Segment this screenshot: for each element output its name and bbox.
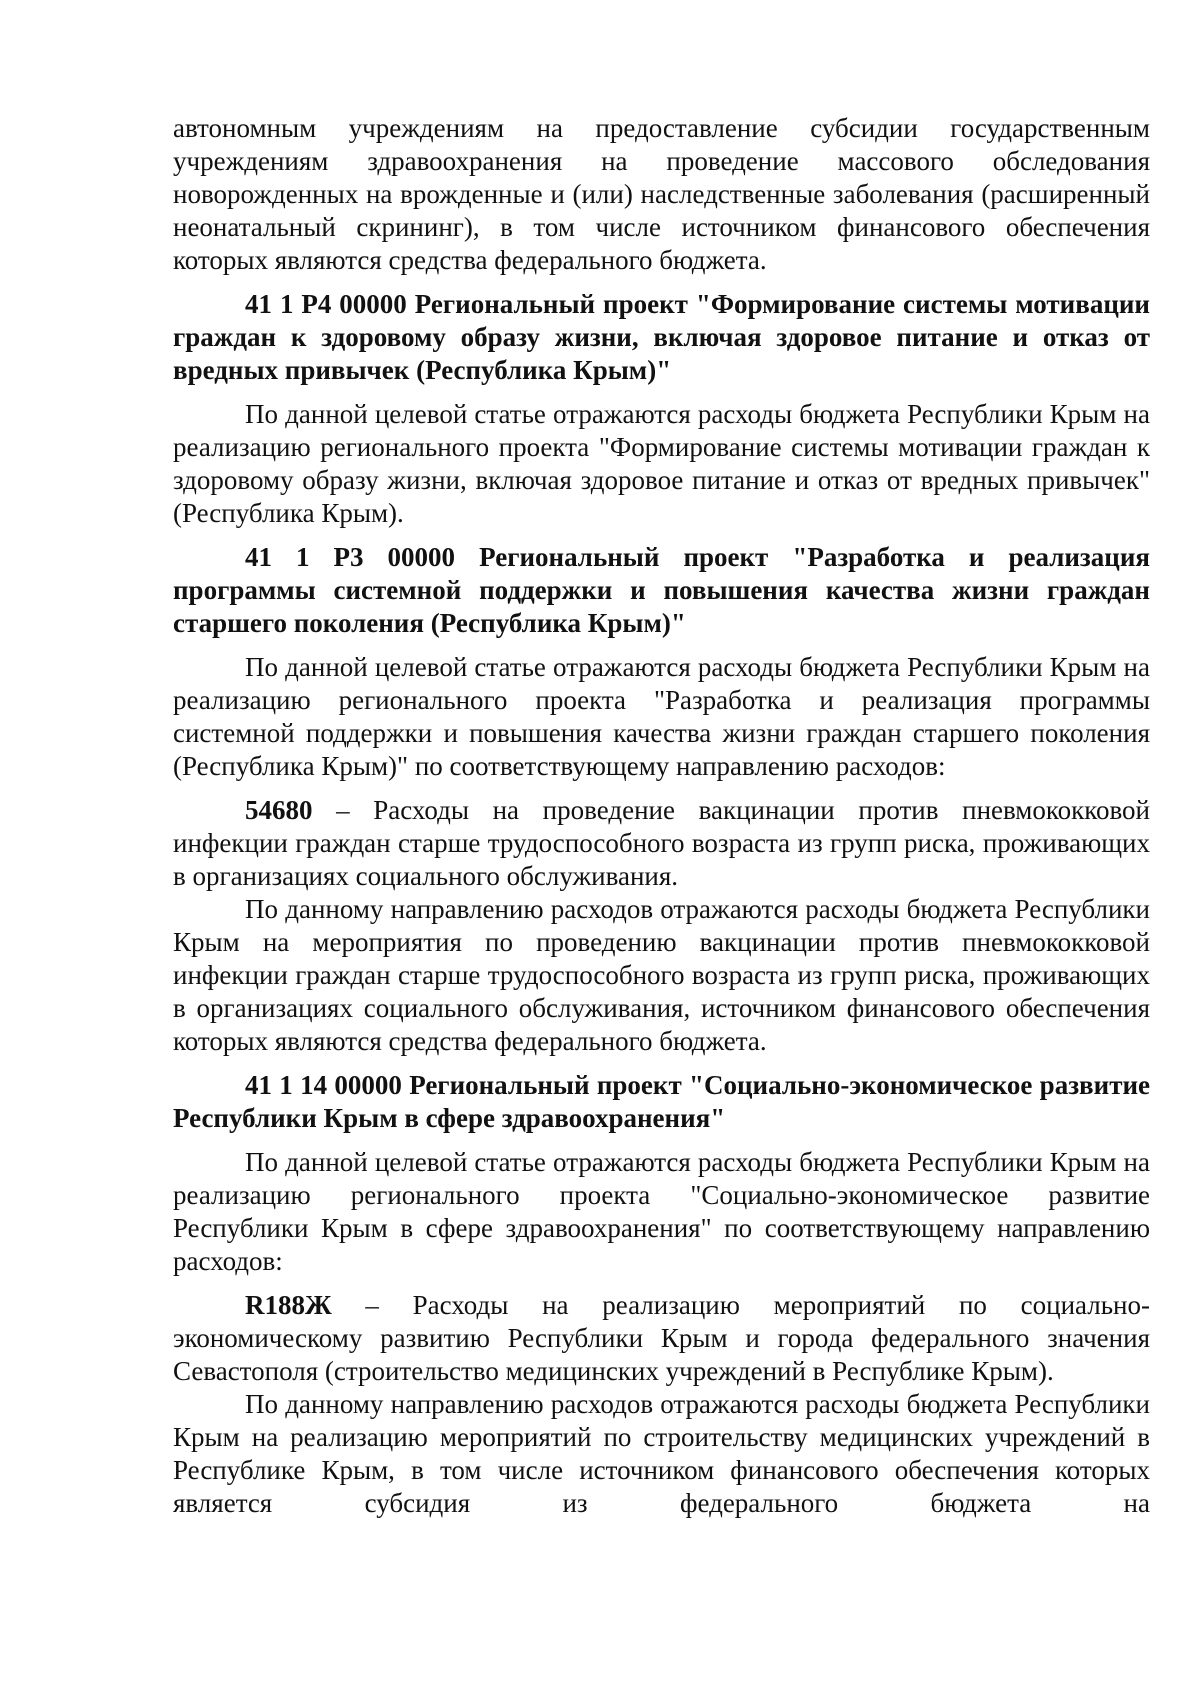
expense-code: 54680 [245,795,313,825]
expense-item-r188zh [173,1289,1150,1388]
expense-description: – Расходы на реализацию мероприятий по социально-экономическому развитию Республики Крым и города федерального значения Севастополя (строительство медицинских учреждений в Республике Крым). [173,1290,1150,1386]
expense-code: R188Ж [245,1290,332,1320]
paragraph-p4-description: По данной целевой статье отражаются расходы бюджета Республики Крым на реализацию регионального проекта "Формирование системы мотивации граждан к здоровому образу жизни, включая здоровое питание и отказ от вредных привычек" (Республика Крым). [173,399,1150,528]
section-heading-p3: 41 1 Р3 00000 Региональный проект "Разработка и реализация программы системной поддержки и повышения качества жизни граждан старшего поколения (Республика Крым)" [173,542,1150,638]
paragraph-p3-description: По данной целевой статье отражаются расходы бюджета Республики Крым на реализацию регионального проекта "Разработка и реализация программы системной поддержки и повышения качества жизни граждан старшего поколения (Республика Крым)" по соответствующему направлению расходов: [173,652,1150,781]
paragraph-r188zh-details: По данному направлению расходов отражаются расходы бюджета Республики Крым на реализацию мероприятий по строительству медицинских учреждений в Республике Крым, в том числе источником финансового обеспечения которых является субсидия из федерального бюджета на [173,1389,1150,1518]
section-heading-14: 41 1 14 00000 Региональный проект "Социально-экономическое развитие Республики Крым в сфере здравоохранения" [173,1070,1150,1133]
paragraph-54680-details: По данному направлению расходов отражаются расходы бюджета Республики Крым на мероприятия по проведению вакцинации против пневмококковой инфекции граждан старше трудоспособного возраста из групп риска, проживающих в организациях социального обслуживания, источником финансового обеспечения которых являются средства федерального бюджета. [173,894,1150,1056]
paragraph-14-description: По данной целевой статье отражаются расходы бюджета Республики Крым на реализацию регионального проекта "Социально-экономическое развитие Республики Крым в сфере здравоохранения" по соответствующему направлению расходов: [173,1147,1150,1276]
document-page [173,112,1150,1520]
paragraph-1: автономным учреждениям на предоставление субсидии государственным учреждениям здравоохранения на проведение массового обследования новорожденных на врожденные и (или) наследственные заболевания (расширенный неонатальный скрининг), в том числе источником финансового обеспечения которых являются средства федерального бюджета. [173,113,1150,275]
section-heading-p4: 41 1 Р4 00000 Региональный проект "Формирование системы мотивации граждан к здоровому образу жизни, включая здоровое питание и отказ от вредных привычек (Республика Крым)" [173,289,1150,385]
expense-item-54680 [173,794,1150,893]
expense-description: – Расходы на проведение вакцинации против пневмококковой инфекции граждан старше трудоспособного возраста из групп риска, проживающих в организациях социального обслуживания. [173,795,1150,891]
